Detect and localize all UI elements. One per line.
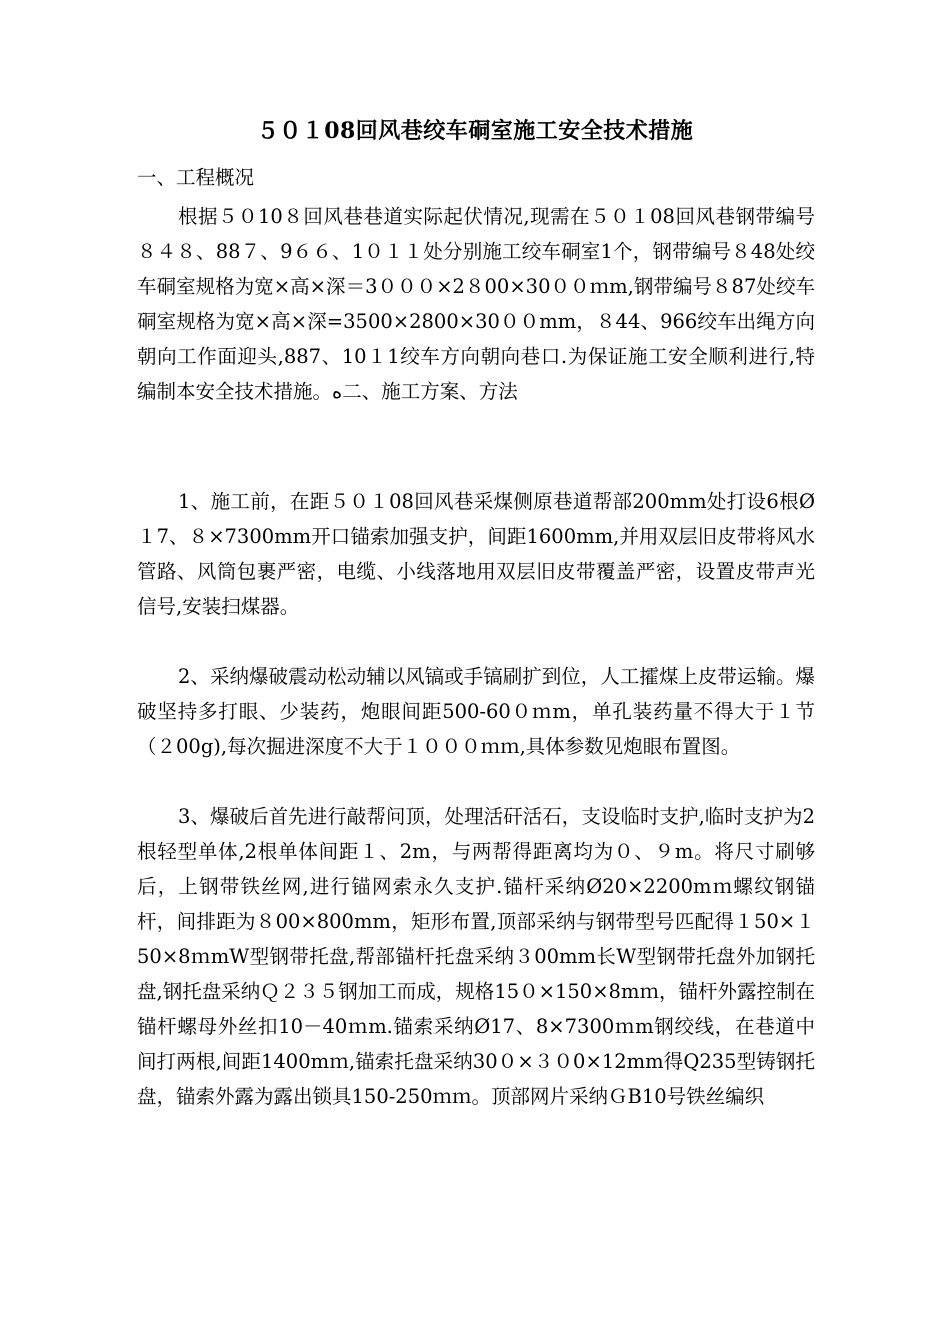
- section-heading-overview: 一、工程概况: [137, 166, 255, 189]
- paragraph-step-1: 1、施工前，在距５０１08回风巷采煤侧原巷道帮部200mm处打设6根Ø１7、８×7300mm开口锚索加强支护，间距1600mm,并用双层旧皮带将风水管路、风筒包裹严密，电缆、小线落地用双层旧皮带覆盖严密，设置皮带声光信号,安装扫煤器。: [137, 490, 815, 618]
- paragraph-overview: 根据５０10８回风巷巷道实际起伏情况,现需在５０１08回风巷钢带编号８４８、88７、9６６、1０１１处分别施工绞车硐室1个，钢带编号８48处绞车硐室规格为宽×高×深＝3０００×2８00×30００ｍm,钢带编号８87处绞车硐室规格为宽×高×深=3500×2800×30００mm，８44、966绞车出绳方向朝向工作面迎头,887、10１1绞车方向朝向巷口.为保证施工安全顺利进行,特编制本安全技术措施。ﻩ二、施工方案、方法: [137, 205, 815, 403]
- document-title: ５０１08回风巷绞车硐室施工安全技术措施: [256, 118, 694, 144]
- paragraph-step-3: 3、爆破后首先进行敲帮问顶，处理活矸活石，支设临时支护,临时支护为2根轻型单体,2根单体间距１、2m，与两帮得距离均为０、９m。将尺寸刷够后，上钢带铁丝网,进行锚网索永久支护.锚杆采纳Ø20×2200mｍ螺纹钢锚杆，间排距为８00×800mm，矩形布置,顶部采纳与钢带型号匹配得１50×１50×8ｍmW型钢带托盘,帮部锚杆托盘采纳３00mm长W型钢带托盘外加钢托盘,钢托盘采纳Ｑ２３５钢加工而成，规格15０×150×8mｍ，锚杆外露控制在锚杆螺母外丝扣10－40ｍm.锚索采纳Ø17、8×7300ｍm钢绞线，在巷道中间打两根,间距1400mｍ,锚索托盘采纳30０×３０0×12mm得Q235型铸钢托盘，锚索外露为露出锁具150-250ｍｍ。顶部网片采纳ＧB10号铁丝编织: [137, 805, 815, 1108]
- paragraph-step-2: 2、采纳爆破震动松动辅以风镐或手镐刷扩到位，人工攉煤上皮带运输。爆破坚持多打眼、少装药，炮眼间距500-60０ｍm，单孔装药量不得大于１节（２00g),每次掘进深度不大于１０００ｍｍ,具体参数见炮眼布置图。: [137, 665, 815, 758]
